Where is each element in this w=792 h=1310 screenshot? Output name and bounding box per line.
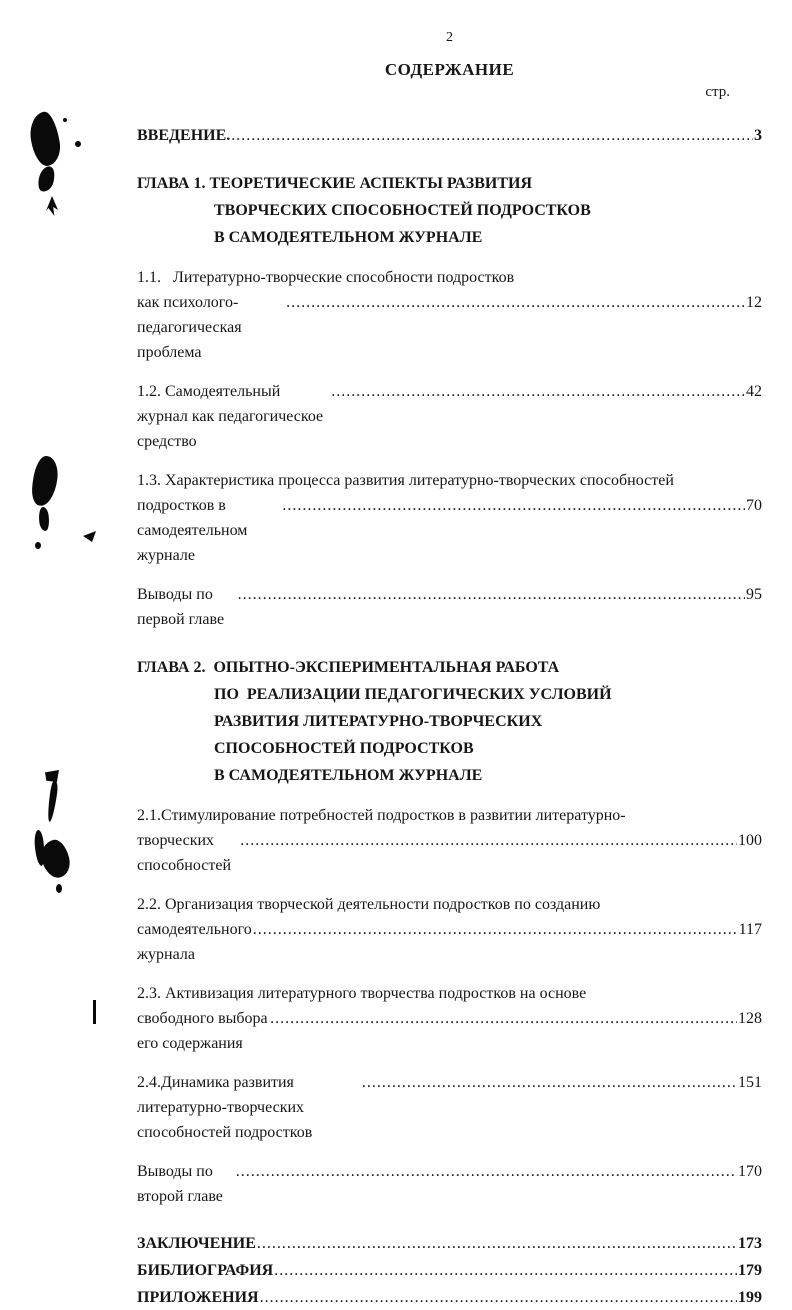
toc-entry-line bbox=[137, 1258, 762, 1283]
entry-page-number: 70 bbox=[746, 497, 762, 514]
toc-entry-line bbox=[137, 290, 762, 365]
toc-entry bbox=[137, 468, 762, 568]
toc-entry-line bbox=[137, 1159, 762, 1209]
entry-text: ГЛАВА 1. ТЕОРЕТИЧЕСКИЕ АСПЕКТЫ РАЗВИТИЯ bbox=[137, 175, 533, 192]
entry-text: ПРИЛОЖЕНИЯ bbox=[137, 1289, 259, 1306]
entry-text: ТВОРЧЕСКИХ СПОСОБНОСТЕЙ ПОДРОСТКОВ bbox=[214, 202, 591, 219]
toc-entry-line bbox=[137, 493, 762, 568]
toc-entry bbox=[137, 582, 762, 632]
toc-entry-line bbox=[137, 1231, 762, 1256]
entry-text: БИБЛИОГРАФИЯ bbox=[137, 1262, 274, 1279]
toc-entry-line bbox=[137, 762, 762, 789]
toc-entry-line bbox=[137, 224, 762, 251]
entry-text: 1.3. Характеристика процесса развития литературно-творческих способностей bbox=[137, 472, 674, 489]
entry-text: СПОСОБНОСТЕЙ ПОДРОСТКОВ bbox=[214, 740, 474, 757]
toc-entry-line bbox=[137, 1070, 762, 1145]
entry-text: ВВЕДЕНИЕ. bbox=[137, 127, 235, 144]
entry-text: 2.2. Организация творческой деятельности подростков по созданию bbox=[137, 896, 601, 913]
toc-entry-line bbox=[137, 708, 762, 735]
entry-text: 2.1.Стимулирование потребностей подростков в развитии литературно- bbox=[137, 807, 626, 824]
toc-entry bbox=[137, 892, 762, 967]
toc-entry bbox=[137, 265, 762, 365]
toc-entry-line bbox=[137, 123, 762, 148]
entry-text: 1.2. Самодеятельный журнал как педагогическое средство bbox=[137, 383, 328, 450]
toc-entry bbox=[137, 1070, 762, 1145]
toc-entry-line bbox=[137, 582, 762, 632]
leader-dots bbox=[286, 290, 745, 315]
entry-text: творческих способностей bbox=[137, 832, 232, 874]
entry-text: Выводы по первой главе bbox=[137, 586, 225, 628]
toc-entry-line bbox=[137, 828, 762, 878]
toc-entry-line bbox=[137, 379, 762, 454]
entry-text: 2.4.Динамика развития литературно-творческих способностей подростков bbox=[137, 1074, 313, 1141]
entry-page-number: 199 bbox=[738, 1289, 762, 1306]
page-number-header: 2 bbox=[446, 30, 453, 45]
leader-dots bbox=[257, 1231, 737, 1256]
toc-entry bbox=[137, 981, 762, 1056]
leader-dots bbox=[274, 1258, 737, 1283]
leader-dots bbox=[362, 1070, 737, 1095]
toc-entry-line bbox=[137, 981, 762, 1006]
toc-entry-line bbox=[137, 654, 762, 681]
entry-page-number: 179 bbox=[738, 1262, 762, 1279]
entry-text: самодеятельного журнала bbox=[137, 921, 256, 963]
toc-entry bbox=[137, 803, 762, 878]
leader-dots bbox=[282, 493, 745, 518]
toc-entry-line bbox=[137, 681, 762, 708]
entry-text: свободного выбора его содержания bbox=[137, 1010, 272, 1052]
entry-text: подростков в самодеятельном журнале bbox=[137, 497, 252, 564]
toc-entry bbox=[137, 123, 762, 148]
leader-dots bbox=[231, 123, 753, 148]
entry-text: РАЗВИТИЯ ЛИТЕРАТУРНО-ТВОРЧЕСКИХ bbox=[214, 713, 543, 730]
leader-dots bbox=[238, 582, 745, 607]
toc-entry-line bbox=[137, 917, 762, 967]
toc-entry bbox=[137, 170, 762, 251]
entry-page-number: 170 bbox=[738, 1163, 762, 1180]
entry-page-number: 95 bbox=[746, 586, 762, 603]
entry-text: ПО РЕАЛИЗАЦИИ ПЕДАГОГИЧЕСКИХ УСЛОВИЙ bbox=[214, 686, 612, 703]
toc-entry bbox=[137, 1285, 762, 1310]
entry-page-number: 12 bbox=[746, 294, 762, 311]
toc-list bbox=[137, 123, 762, 1310]
entry-page-number: 3 bbox=[754, 127, 762, 144]
toc-entry bbox=[137, 1258, 762, 1283]
leader-dots bbox=[270, 1006, 737, 1031]
entry-page-number: 100 bbox=[738, 832, 762, 849]
toc-entry-line bbox=[137, 735, 762, 762]
entry-text: 2.3. Активизация литературного творчества подростков на основе bbox=[137, 985, 587, 1002]
toc-entry bbox=[137, 1231, 762, 1256]
leader-dots bbox=[331, 379, 745, 404]
entry-text: В САМОДЕЯТЕЛЬНОМ ЖУРНАЛЕ bbox=[214, 767, 483, 784]
entry-page-number: 42 bbox=[746, 383, 762, 400]
entry-page-number: 173 bbox=[738, 1235, 762, 1252]
entry-text: Выводы по второй главе bbox=[137, 1163, 223, 1205]
leader-dots bbox=[240, 828, 737, 853]
toc-entry bbox=[137, 654, 762, 789]
toc-entry-line bbox=[137, 468, 762, 493]
entry-text: как психолого-педагогическая проблема bbox=[137, 294, 246, 361]
toc-entry bbox=[137, 1159, 762, 1209]
toc-entry-line bbox=[137, 197, 762, 224]
entry-text: ГЛАВА 2. ОПЫТНО-ЭКСПЕРИМЕНТАЛЬНАЯ РАБОТА bbox=[137, 659, 560, 676]
page-column-label: стр. bbox=[705, 84, 730, 100]
entry-text: В САМОДЕЯТЕЛЬНОМ ЖУРНАЛЕ bbox=[214, 229, 483, 246]
leader-dots bbox=[236, 1159, 737, 1184]
toc-entry-line bbox=[137, 803, 762, 828]
toc-entry bbox=[137, 379, 762, 454]
toc-entry-line bbox=[137, 1006, 762, 1056]
toc-entry-line bbox=[137, 170, 762, 197]
toc-entry-line bbox=[137, 1285, 762, 1310]
entry-text: 1.1. Литературно-творческие способности подростков bbox=[137, 269, 515, 286]
page-title: СОДЕРЖАНИЕ bbox=[384, 60, 515, 79]
entry-page-number: 128 bbox=[738, 1010, 762, 1027]
entry-page-number: 117 bbox=[738, 921, 762, 938]
leader-dots bbox=[260, 1285, 737, 1310]
toc-entry-line bbox=[137, 892, 762, 917]
leader-dots bbox=[253, 917, 738, 942]
entry-text: ЗАКЛЮЧЕНИЕ bbox=[137, 1235, 256, 1252]
toc-entry-line bbox=[137, 265, 762, 290]
entry-page-number: 151 bbox=[738, 1074, 762, 1091]
